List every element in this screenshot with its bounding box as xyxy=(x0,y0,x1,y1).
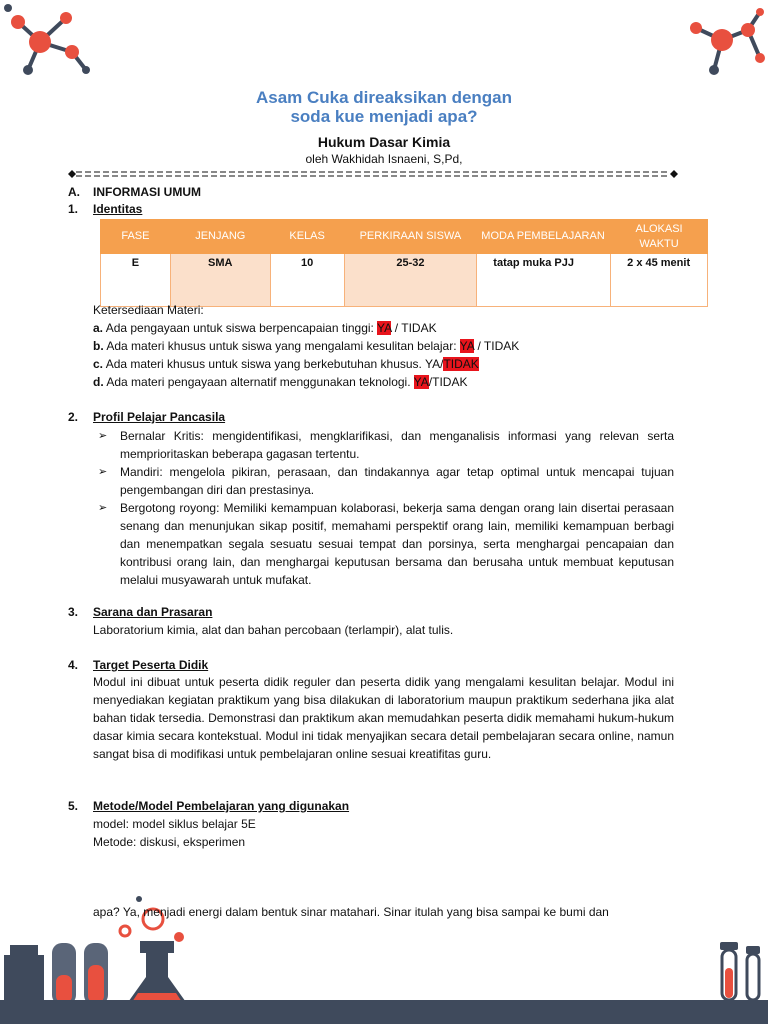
option-ya: YA xyxy=(425,357,441,371)
ketersediaan-item-b xyxy=(93,337,519,355)
table-header-cell: ALOKASI WAKTU xyxy=(611,220,708,254)
table-header-cell: KELAS xyxy=(270,220,344,254)
item-text: Ada materi khusus untuk siswa yang berkebutuhan khusus. xyxy=(103,357,425,371)
table-cell: E xyxy=(101,254,171,307)
table-header-cell: FASE xyxy=(101,220,171,254)
table-header-row xyxy=(101,220,708,254)
item-letter: a. xyxy=(93,321,104,335)
item-text: Ada materi pengayaan alternatif menggunakan teknologi. xyxy=(103,375,414,389)
option-tidak: TIDAK xyxy=(483,339,520,353)
ketersediaan-item-a xyxy=(93,319,437,337)
table-cell: 10 xyxy=(270,254,344,307)
table-header-cell: JENJANG xyxy=(170,220,270,254)
identitas-number: 1. xyxy=(68,202,79,216)
list-item xyxy=(98,427,674,463)
ketersediaan-item-d xyxy=(93,373,467,391)
decorative-divider xyxy=(68,168,678,180)
sarana-number: 3. xyxy=(68,605,79,619)
option-separator: / xyxy=(428,375,433,389)
item-letter: c. xyxy=(93,357,104,371)
profil-list xyxy=(98,427,674,589)
sarana-heading: Sarana dan Prasaran xyxy=(93,605,213,619)
sarana-text: Laboratorium kimia, alat dan bahan percobaan (terlampir), alat tulis. xyxy=(93,623,454,637)
footer-bar xyxy=(0,1000,768,1024)
metode-number: 5. xyxy=(68,799,79,813)
identitas-table xyxy=(100,219,708,307)
target-heading: Target Peserta Didik xyxy=(93,658,209,672)
option-tidak: TIDAK xyxy=(443,357,479,371)
metode-heading: Metode/Model Pembelajaran yang digunakan xyxy=(93,799,350,813)
target-text: Modul ini dibuat untuk peserta didik reguler dan peserta didik yang mengalami kesulitan belajar. Modul ini menyediakan kegiatan praktikum yang bisa dilakukan di laboratorium maupun praktikum sederhana jika alat bahan tidak tersedia. Demonstrasi dan praktikum akan memudahkan peserta didik memahami hukum-hukum dasar kimia secara kontekstual. Modul ini tidak menyajikan secara detail pembelajaran secara online, namun sangat bisa di modifikasi untuk pembelajaran online sesuai kreatifitas guru. xyxy=(93,675,674,761)
list-item-text: Mandiri: mengelola pikiran, perasaan, dan tindakannya agar tetap optimal untuk mencapai tujuan pengembangan diri dan prestasinya. xyxy=(120,465,674,497)
test-tube-decoration-icon xyxy=(700,938,768,1004)
molecule-decoration-right-icon xyxy=(676,0,768,85)
metode-metode: Metode: diskusi, eksperimen xyxy=(93,835,246,849)
list-item-text: Bergotong royong: Memiliki kemampuan kolaborasi, bekerja sama dengan orang lain disertai perasaan senang dan menunjukan sikap positif, memahami perspektif orang lain, memiliki kemampuan berbagi dan menempatkan segala sesuatu sesuai tempat dan porsinya, serta menghargai pencapaian dan kontribusi orang lain, dan menghargai keputusan bersama dan berusaha untuk membuat keputusan melalui musyawarah untuk mufakat. xyxy=(120,501,674,587)
item-letter: d. xyxy=(93,375,104,389)
table-header-cell: PERKIRAAN SISWA xyxy=(344,220,477,254)
author-line: oleh Wakhidah Isnaeni, S,Pd, xyxy=(305,152,463,166)
ketersediaan-item-c xyxy=(93,355,479,373)
identitas-heading: Identitas xyxy=(93,202,143,216)
table-row xyxy=(101,254,708,307)
section-a-letter: A. xyxy=(68,185,80,199)
option-ya: YA xyxy=(377,321,392,335)
option-separator: / xyxy=(391,321,402,335)
arrow-bullet-icon: ➢ xyxy=(98,430,108,442)
lab-glassware-decoration-icon xyxy=(0,935,200,1005)
profil-heading: Profil Pelajar Pancasila xyxy=(93,410,226,424)
list-item xyxy=(98,499,674,589)
option-ya: YA xyxy=(459,339,475,353)
table-cell: 25-32 xyxy=(344,254,477,307)
option-tidak: TIDAK xyxy=(432,375,468,389)
option-separator: / xyxy=(440,357,444,371)
arrow-bullet-icon: ➢ xyxy=(98,466,108,478)
table-cell: SMA xyxy=(170,254,270,307)
metode-model: model: model siklus belajar 5E xyxy=(93,817,256,831)
list-item xyxy=(98,463,674,499)
continuation-text: apa? Ya, menjadi energi dalam bentuk sinar matahari. Sinar itulah yang bisa sampai ke bumi dan xyxy=(93,905,609,919)
item-text: Ada materi khusus untuk siswa yang mengalami kesulitan belajar: xyxy=(103,339,460,353)
molecule-decoration-left-icon xyxy=(0,0,95,85)
profil-number: 2. xyxy=(68,410,79,424)
list-item-text: Bernalar Kritis: mengidentifikasi, mengklarifikasi, dan menganalisis informasi yang relevan serta memprioritaskan beberapa gagasan tertentu. xyxy=(120,429,674,461)
table-header-cell: MODA PEMBELAJARAN xyxy=(477,220,611,254)
table-cell: tatap muka PJJ xyxy=(477,254,611,307)
option-ya: YA xyxy=(413,375,429,389)
document-subtitle: Hukum Dasar Kimia xyxy=(317,134,451,150)
option-separator: / xyxy=(474,339,484,353)
item-letter: b. xyxy=(93,339,104,353)
target-number: 4. xyxy=(68,658,79,672)
document-title-line-1: Asam Cuka direaksikan dengan xyxy=(255,88,513,107)
table-cell: 2 x 45 menit xyxy=(611,254,708,307)
ketersediaan-label: Ketersediaan Materi: xyxy=(93,303,204,317)
option-tidak: TIDAK xyxy=(401,321,437,335)
document-title-line-2: soda kue menjadi apa? xyxy=(290,107,478,126)
section-a-title: INFORMASI UMUM xyxy=(93,185,201,199)
item-text: Ada pengayaan untuk siswa berpencapaian tinggi: xyxy=(103,321,377,335)
arrow-bullet-icon: ➢ xyxy=(98,502,108,514)
